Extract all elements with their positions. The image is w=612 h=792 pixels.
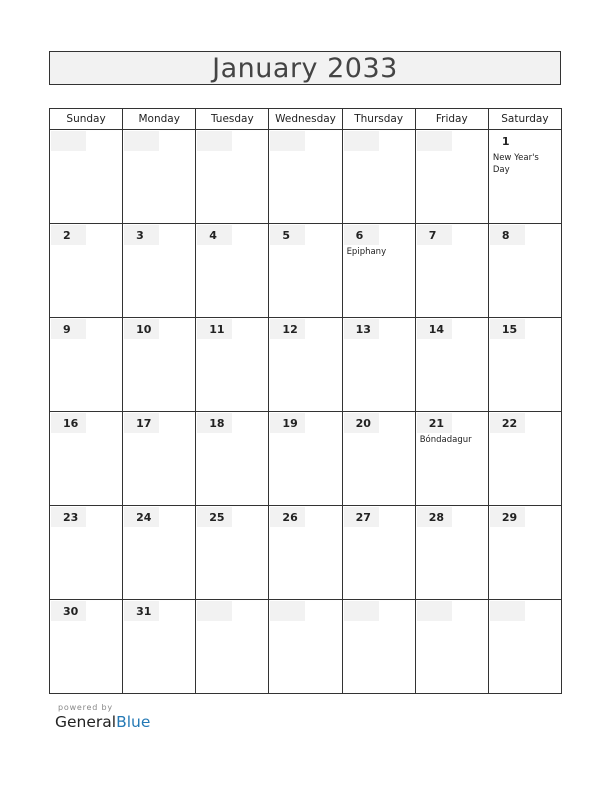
day-number-box [197, 131, 232, 151]
day-number-box [344, 601, 379, 621]
day-cell[interactable] [196, 506, 269, 600]
day-number-box [490, 601, 525, 621]
day-number: 27 [355, 511, 371, 524]
day-cell[interactable] [50, 130, 123, 224]
day-number: 6 [355, 229, 364, 242]
weekday-header-row [50, 109, 562, 130]
day-cell[interactable] [488, 506, 561, 600]
week-row [50, 318, 562, 412]
day-cell[interactable] [196, 130, 269, 224]
day-number: 1 [501, 135, 510, 148]
day-cell[interactable] [269, 224, 342, 318]
day-cell[interactable] [123, 506, 196, 600]
brand-general: General [55, 713, 117, 731]
day-cell[interactable] [123, 412, 196, 506]
day-number-box [51, 131, 86, 151]
day-number: 9 [63, 323, 71, 336]
holiday-label: Bóndadagur [419, 435, 472, 445]
week-row [50, 130, 562, 224]
day-cell[interactable] [196, 318, 269, 412]
day-number: 4 [209, 229, 217, 242]
day-cell[interactable] [342, 412, 415, 506]
day-cell[interactable] [488, 412, 561, 506]
weekday-header: Wednesday [269, 109, 342, 130]
day-cell[interactable] [342, 224, 415, 318]
day-number: 28 [428, 511, 445, 524]
weekday-header: Thursday [342, 109, 415, 130]
weekday-header: Tuesday [196, 109, 269, 130]
day-cell[interactable] [488, 600, 561, 694]
day-cell[interactable] [196, 600, 269, 694]
day-cell[interactable] [269, 506, 342, 600]
weekday-header: Saturday [488, 109, 561, 130]
footer-branding [55, 703, 150, 731]
day-number-box [124, 131, 159, 151]
day-cell[interactable] [196, 224, 269, 318]
calendar-title: January 2033 [212, 52, 398, 84]
day-number: 15 [501, 323, 518, 336]
day-number: 14 [428, 323, 445, 336]
brand-blue: Blue [116, 713, 151, 731]
day-cell[interactable] [342, 318, 415, 412]
day-number-box [417, 131, 452, 151]
day-number-box [270, 131, 305, 151]
day-number-box [270, 601, 305, 621]
calendar-title-box [49, 51, 561, 85]
day-cell[interactable] [342, 130, 415, 224]
powered-by-text: powered by [58, 703, 113, 712]
day-cell[interactable] [269, 318, 342, 412]
day-cell[interactable] [342, 506, 415, 600]
week-row [50, 600, 562, 694]
day-number: 21 [428, 417, 445, 430]
day-cell[interactable] [415, 130, 488, 224]
day-number: 12 [282, 323, 298, 336]
day-number: 10 [136, 323, 152, 336]
day-number: 3 [136, 229, 144, 242]
day-number: 30 [63, 605, 79, 618]
day-cell[interactable] [488, 224, 561, 318]
weekday-header: Sunday [50, 109, 123, 130]
day-number: 29 [501, 511, 518, 524]
day-cell[interactable] [415, 224, 488, 318]
day-number: 8 [501, 229, 510, 242]
day-cell[interactable] [269, 600, 342, 694]
day-cell[interactable] [123, 600, 196, 694]
day-cell[interactable] [269, 130, 342, 224]
day-number: 24 [136, 511, 152, 524]
day-cell[interactable] [488, 318, 561, 412]
day-number: 25 [209, 511, 225, 524]
day-cell[interactable] [50, 318, 123, 412]
day-cell[interactable] [415, 318, 488, 412]
day-cell[interactable] [488, 130, 561, 224]
calendar-grid [49, 108, 562, 694]
day-number: 26 [282, 511, 298, 524]
day-cell[interactable] [123, 130, 196, 224]
day-cell[interactable] [342, 600, 415, 694]
day-number: 22 [501, 417, 518, 430]
day-number: 19 [282, 417, 298, 430]
day-cell[interactable] [123, 318, 196, 412]
week-row [50, 506, 562, 600]
brand-logo[interactable] [55, 713, 150, 731]
day-cell[interactable] [415, 600, 488, 694]
day-cell[interactable] [50, 412, 123, 506]
day-number: 5 [282, 229, 291, 242]
day-number: 16 [63, 417, 79, 430]
day-number-box [417, 601, 452, 621]
day-number: 7 [428, 229, 437, 242]
day-number: 18 [209, 417, 225, 430]
weekday-header: Friday [415, 109, 488, 130]
day-number: 2 [63, 229, 71, 242]
day-number: 23 [63, 511, 79, 524]
day-cell[interactable] [50, 506, 123, 600]
day-cell[interactable] [415, 506, 488, 600]
day-number-box [197, 601, 232, 621]
day-cell[interactable] [415, 412, 488, 506]
day-cell[interactable] [269, 412, 342, 506]
day-cell[interactable] [123, 224, 196, 318]
day-number: 17 [136, 417, 152, 430]
week-row [50, 412, 562, 506]
day-number-box [344, 131, 379, 151]
day-number: 11 [209, 323, 225, 336]
holiday-label: Epiphany [346, 247, 387, 257]
day-number: 31 [136, 605, 152, 618]
day-cell[interactable] [196, 412, 269, 506]
day-number: 13 [355, 323, 371, 336]
day-cell[interactable] [50, 600, 123, 694]
day-number: 20 [355, 417, 371, 430]
day-cell[interactable] [50, 224, 123, 318]
holiday-label: New Year's Day [492, 153, 539, 175]
weekday-header: Monday [123, 109, 196, 130]
week-row [50, 224, 562, 318]
